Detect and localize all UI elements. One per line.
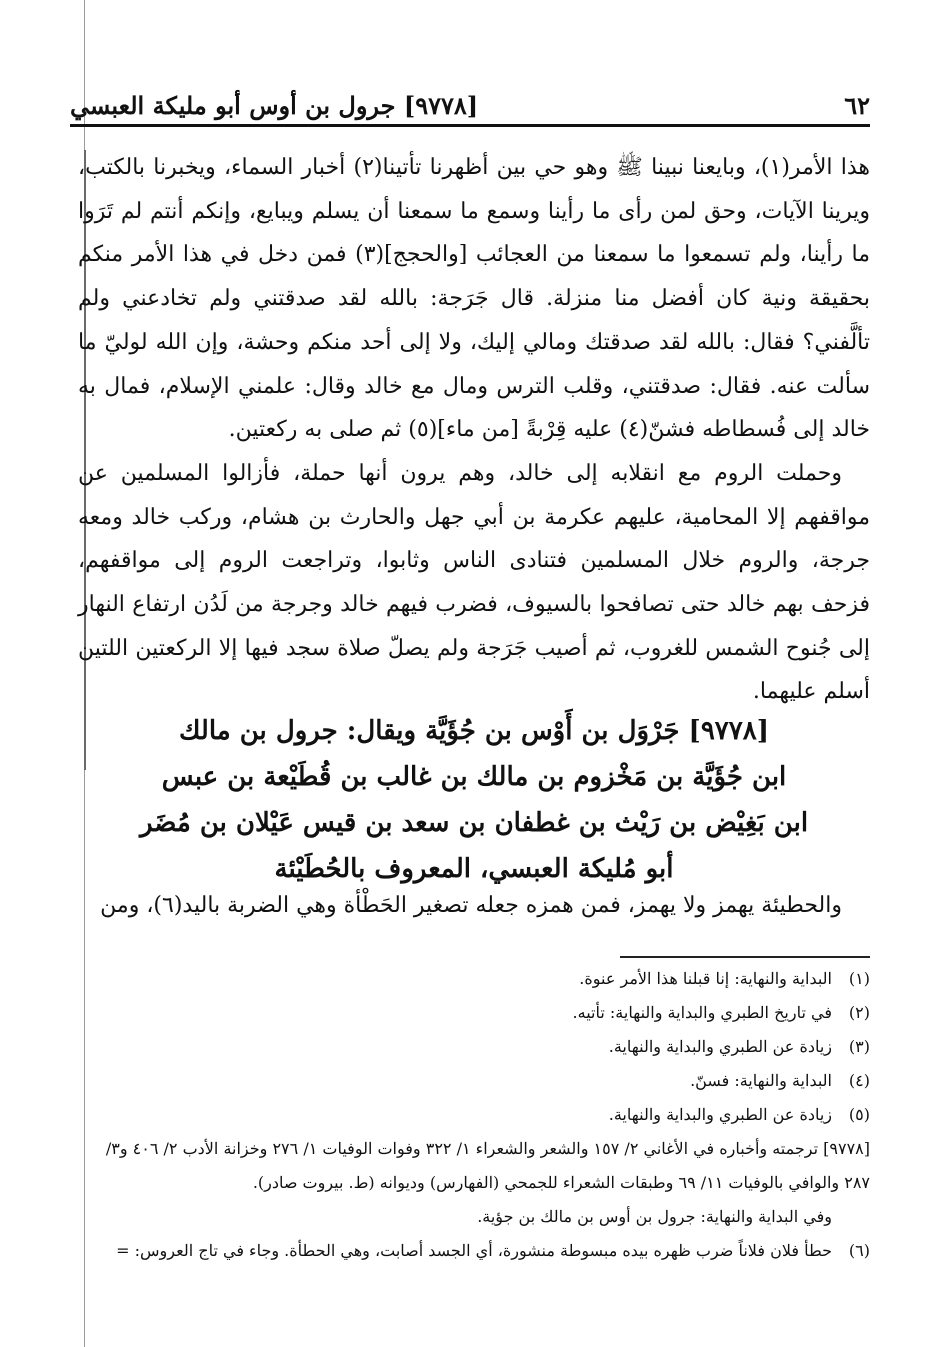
biblio-note-continued: وفي البداية والنهاية: جرول بن أوس بن مالك بن جؤية.: [477, 1207, 832, 1226]
paragraph-1: هذا الأمر(١)، وبايعنا نبينا ﷺ وهو حي بين أظهرنا تأتينا(٢) أخبار السماء، ويخبرنا بالكتب، ويرينا الآيات، وحق لمن رأى ما رأينا وسمع ما سمعنا أن يسلم ويبايع، وإنكم أنتم لم تَرَوا ما رأينا، ولم تسمعوا ما سمعنا من العجائب [والحجج](٣) فمن دخل في هذا الأمر منكم بحقيقة ونية كان أفضل منا منزلة. قال جَرَجة: بالله لقد صدقتني ولم تخادعني ولم تألَّفني؟ فقال: بالله لقد صدقتك ومالي إليك، ولا إلى أحد منكم وحشة، وإن الله لوليّ ما سألت عنه. فقال: صدقتني، وقلب الترس ومال مع خالد وقال: علمني الإسلام، فمال به خالد إلى فُسطاطه فشنّ(٤) عليه قِرْبةً [من ماء](٥) ثم صلى به ركعتين.: [78, 155, 870, 443]
footnote-rule: [620, 956, 870, 958]
running-title: [٩٧٧٨] جرول بن أوس أبو مليكة العبسي: [70, 91, 479, 120]
footnote-text: البداية والنهاية: فسنّ.: [690, 1071, 832, 1090]
footnote-number: (٣): [848, 1037, 870, 1056]
heading-line: ابن جُؤَيَّة بن مَخْزوم بن مالك بن غالب بن قُطَيْعة بن عبس: [161, 762, 787, 792]
footnote: [78, 996, 870, 1030]
footnote-number: (٤): [848, 1071, 870, 1090]
footnote: [78, 1030, 870, 1064]
footnote-text: زيادة عن الطبري والبداية والنهاية.: [608, 1105, 832, 1124]
footnote: [78, 1234, 870, 1268]
entry-text: والحطيئة يهمز ولا يهمز، فمن همزه جعله تصغير الحَطْأة وهي الضربة باليد(٦)، ومن: [100, 893, 842, 918]
paragraph-2: وحملت الروم مع انقلابه إلى خالد، وهم يرون أنها حملة، فأزالوا المسلمين عن مواقفهم إلا المحامية، عليهم عكرمة بن أبي جهل والحارث بن هشام، وركب خالد ومعه جرجة، والروم خلال المسلمين فتنادى الناس وثابوا، وتراجعت الروم إلى مواقفهم، فزحف بهم خالد حتى تصافحوا بالسيوف، فضرب فيهم خالد وجرجة من لَدُن ارتفاع النهار إلى جُنوح الشمس للغروب، ثم أصيب جَرَجة ولم يصلّ صلاة سجد فيها إلا الركعتين اللتين أسلم عليهما.: [78, 460, 870, 705]
biblio-note: [٩٧٧٨] ترجمته وأخباره في الأغاني ٢/ ١٥٧ والشعر والشعراء ١/ ٣٢٢ وفوات الوفيات ١/ ٢٧٦ وخزانة الأدب ٢/ ٤٠٦ و٣/ ٢٨٧ والوافي بالوفيات ١١/ ٦٩ وطبقات الشعراء للجمحي (الفهارس) وديوانه (ط. بيروت صادر).: [105, 1139, 870, 1192]
footnote-text: زيادة عن الطبري والبداية والنهاية.: [608, 1037, 832, 1056]
header-rule: [70, 124, 870, 127]
page-number: ٦٢: [844, 91, 870, 120]
footnote-text: البداية والنهاية: إنا قبلنا هذا الأمر عنوة.: [579, 969, 832, 988]
footnote-number: (٥): [848, 1105, 870, 1124]
footnote: [78, 1064, 870, 1098]
main-text: [78, 146, 870, 714]
footnote-number: (٢): [848, 1003, 870, 1022]
footnote-text: في تاريخ الطبري والبداية والنهاية: تأتيه.: [572, 1003, 832, 1022]
entry-heading: [78, 708, 870, 892]
heading-line: ابن بَغِيْض بن رَيْث بن غطفان بن سعد بن قيس عَيْلان بن مُضَر: [139, 808, 809, 838]
footnotes: [78, 962, 870, 1268]
page-header: [70, 84, 870, 120]
footnote: [78, 962, 870, 996]
footnote: [78, 1098, 870, 1132]
heading-line: [٩٧٧٨] جَرْوَل بن أَوْس بن جُؤَيَّة ويقال: جرول بن مالك: [179, 716, 769, 746]
heading-line: أبو مُليكة العبسي، المعروف بالحُطَيْئة: [274, 854, 674, 884]
footnote-text: حطأ فلان فلاناً ضرب ظهره بيده مبسوطة منشورة، أي الجسد أصابت، وهي الحطأة. وجاء في تاج العروس: =: [116, 1241, 832, 1260]
footnote-number: (٦): [848, 1241, 870, 1260]
footnote-number: (١): [848, 969, 870, 988]
